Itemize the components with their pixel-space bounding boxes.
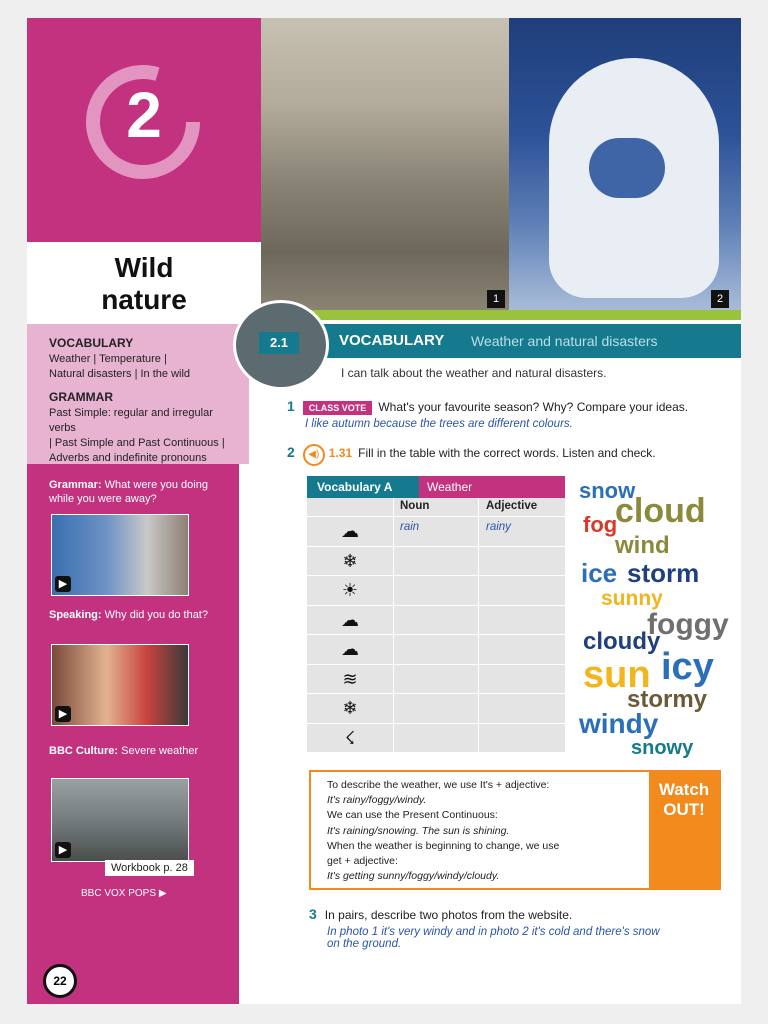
textbook-page — [27, 18, 741, 1004]
exercise-3-answer: In photo 1 it's very windy and in photo 2 it's cold and there's snow on the ground. — [327, 926, 660, 950]
table-row — [307, 724, 565, 754]
table-header — [307, 476, 565, 498]
grammar-topics-3: Adverbs and indefinite pronouns — [49, 452, 207, 464]
weather-icon: ☇ — [307, 724, 394, 753]
adjective-cell[interactable] — [480, 694, 565, 723]
table-row — [307, 576, 565, 606]
vox-pops-link[interactable]: BBC VOX POPS ▶ — [81, 888, 167, 899]
unit-title-line1: Wild — [114, 252, 174, 283]
exercise-1-answer: I like autumn because the trees are different colours. — [305, 418, 573, 430]
audio-icon[interactable]: ◀) — [303, 444, 325, 466]
table-row — [307, 547, 565, 577]
noun-cell[interactable]: rain — [394, 517, 479, 546]
page-number: 22 — [43, 964, 77, 998]
watch-out-tag: Watch OUT! — [649, 772, 719, 888]
watch-out-box — [309, 770, 721, 890]
workbook-reference: Workbook p. 28 — [105, 860, 194, 876]
word-cloud-word: cloud — [615, 492, 706, 530]
noun-cell[interactable] — [394, 665, 479, 694]
exercise-1: 1 CLASS VOTE What's your favourite season? Why? Compare your ideas. — [287, 398, 689, 414]
video1-label: Grammar: What were you doing while you were away? — [49, 479, 208, 505]
grammar-topics-1: Past Simple: regular and irregular verbs — [49, 407, 213, 434]
speaking-video-thumbnail[interactable] — [51, 644, 189, 726]
photo2-number: 2 — [711, 290, 729, 308]
exercise-2: 2 ◀) 1.31 Fill in the table with the correct words. Listen and check. — [287, 444, 656, 466]
table-row — [307, 635, 565, 665]
track-number: 1.31 — [328, 446, 353, 460]
word-cloud-word: ice — [581, 558, 618, 588]
play-icon: ▶ — [158, 888, 167, 899]
weather-icon: ❄ — [307, 547, 394, 576]
weather-icon: ☀ — [307, 576, 394, 605]
table-subtitle: Weather — [419, 476, 565, 498]
word-cloud-word: snow — [579, 478, 636, 503]
weather-icon: ≋ — [307, 665, 394, 694]
word-cloud-word: foggy — [647, 608, 729, 641]
unit-number: 2 — [126, 79, 162, 151]
grammar-heading: GRAMMAR — [49, 390, 113, 404]
table-row — [307, 665, 565, 695]
noun-cell[interactable] — [394, 694, 479, 723]
lesson-header — [323, 324, 741, 358]
word-cloud-word: windy — [579, 708, 659, 739]
noun-cell[interactable] — [394, 606, 479, 635]
snow-hole — [589, 138, 665, 198]
section-title: Weather and natural disasters — [471, 333, 658, 349]
weather-icon: ☁ — [307, 635, 394, 664]
exercise-3: 3 In pairs, describe two photos from the website. — [309, 906, 573, 922]
noun-cell[interactable] — [394, 576, 479, 605]
vocab-topics-2: Natural disasters | In the wild — [49, 368, 191, 380]
photo-snow-arch — [509, 18, 741, 310]
noun-cell[interactable] — [394, 635, 479, 664]
grammar-video-thumbnail[interactable] — [51, 514, 189, 596]
table-row — [307, 606, 565, 636]
adjective-cell[interactable] — [480, 665, 565, 694]
lesson-aim: I can talk about the weather and natural disasters. — [341, 366, 607, 380]
col-noun: Noun — [394, 498, 479, 516]
word-cloud-word: sun — [583, 654, 651, 696]
col-adjective: Adjective — [486, 500, 538, 512]
adjective-cell[interactable] — [480, 635, 565, 664]
table-column-headers — [307, 498, 565, 517]
unit-header — [27, 18, 277, 242]
weather-icon: ☁ — [307, 517, 394, 546]
vocabulary-table — [307, 498, 565, 753]
word-cloud-word: sunny — [601, 587, 663, 610]
word-cloud-word: snowy — [631, 737, 694, 759]
vocab-topics-1: Weather | Temperature | — [49, 353, 167, 365]
photo1-number: 1 — [487, 290, 505, 308]
adjective-cell[interactable] — [480, 547, 565, 576]
video-sidebar — [27, 464, 239, 1004]
noun-cell[interactable] — [394, 547, 479, 576]
table-row — [307, 517, 565, 547]
word-cloud-word: wind — [615, 532, 670, 559]
play-icon: ▶ — [55, 842, 71, 858]
class-vote-badge: CLASS VOTE — [303, 401, 373, 415]
weather-icon: ❄ — [307, 694, 394, 723]
noun-cell[interactable] — [394, 724, 479, 753]
unit-title — [27, 242, 261, 324]
video2-label: Speaking: Why did you do that? — [49, 609, 208, 621]
video3-label: BBC Culture: Severe weather — [49, 745, 199, 757]
section-number: 2.1 — [259, 332, 299, 354]
divider-strip — [261, 310, 741, 320]
adjective-cell[interactable]: rainy — [486, 521, 511, 533]
play-icon: ▶ — [55, 706, 71, 722]
word-cloud-word: icy — [661, 646, 714, 688]
table-title: Vocabulary A — [307, 476, 419, 498]
word-cloud-word: fog — [583, 512, 618, 537]
section-type: VOCABULARY — [339, 332, 445, 349]
adjective-cell[interactable] — [480, 606, 565, 635]
culture-video-thumbnail[interactable] — [51, 778, 189, 862]
vocab-heading: VOCABULARY — [49, 336, 134, 350]
watch-out-text: To describe the weather, we use It's + adjective: It's rainy/foggy/windy. We can use the Present Continuous: It's raining/snowing. The sun is shining. When the weather is beginning to change, we use get + adjective: It's getting sunny/foggy/windy/cloudy. — [327, 779, 560, 883]
grammar-topics-2: | Past Simple and Past Continuous | — [49, 437, 225, 449]
word-cloud-word: cloudy — [583, 628, 661, 655]
table-row — [307, 694, 565, 724]
unit-contents — [27, 324, 249, 464]
unit-title-line2: nature — [101, 284, 187, 315]
photo-sandstorm — [261, 18, 509, 310]
play-icon: ▶ — [55, 576, 71, 592]
weather-icon: ☁ — [307, 606, 394, 635]
adjective-cell[interactable] — [480, 576, 565, 605]
adjective-cell[interactable] — [480, 724, 565, 753]
word-cloud-word: stormy — [627, 686, 708, 713]
word-cloud-word: storm — [627, 558, 700, 588]
